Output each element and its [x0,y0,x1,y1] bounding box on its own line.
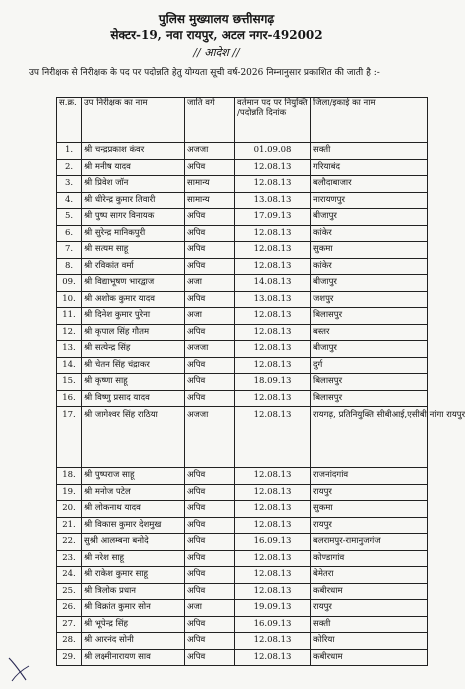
table-row [57,583,428,600]
margin-pen-mark [6,655,32,683]
cell-serial: 24. [57,567,82,584]
cell-name: श्री सत्यम साहू [82,242,185,259]
cell-category: अपिव [185,484,235,501]
cell-name: श्री पुष्पराज साहू [82,468,185,485]
cell-district: बेमेतरा [311,567,428,584]
cell-district: सुकमा [311,242,428,259]
cell-name: श्री सत्येन्द्र सिंह [82,341,185,358]
header-date: वर्तमान पद पर नियुक्ति /पदोन्नति दिनांक [235,98,311,143]
cell-district: कांकेर [311,258,428,275]
table-row [57,291,428,308]
cell-name: श्री दिनेश कुमार पुरेना [82,308,185,325]
cell-serial: 8. [57,258,82,275]
cell-district: सक्ती [311,616,428,633]
cell-district: कोरिया [311,633,428,650]
cell-serial: 23. [57,550,82,567]
cell-district: जशपुर [311,291,428,308]
table-row [57,616,428,633]
cell-name: श्री राकेश कुमार साहू [82,567,185,584]
cell-category: अजा [185,308,235,325]
cell-category: सामान्य [185,176,235,193]
table-row [57,649,428,666]
table-row [57,209,428,226]
cell-serial: 11. [57,308,82,325]
table-row [57,501,428,518]
cell-serial: 09. [57,275,82,292]
cell-date: 12.08.13 [235,308,311,325]
cell-district: कबीरधाम [311,583,428,600]
cell-district: बिलासपुर [311,374,428,391]
cell-date: 12.08.13 [235,501,311,518]
cell-serial: 20. [57,501,82,518]
cell-date: 01.09.08 [235,143,311,160]
header-district: जिला/इकाई का नाम [311,98,428,143]
header-name: उप निरीक्षक का नाम [82,98,185,143]
cell-serial: 2. [57,159,82,176]
cell-date: 16.09.13 [235,616,311,633]
cell-date: 17.09.13 [235,209,311,226]
table-row [57,275,428,292]
cell-date: 14.08.13 [235,275,311,292]
cell-district: सुकमा [311,501,428,518]
cell-district: रायपुर [311,517,428,534]
cell-district: रायपुर [311,484,428,501]
cell-district: नारायणपुर [311,192,428,209]
cell-name: श्री लोकनाथ यादव [82,501,185,518]
cell-district: कांकेर [311,225,428,242]
order-heading: // आदेश // [193,46,240,59]
cell-date: 12.08.13 [235,567,311,584]
cell-date: 12.08.13 [235,357,311,374]
cell-date: 12.08.13 [235,468,311,485]
cell-category: अपिव [185,242,235,259]
table-row [57,550,428,567]
table-row [57,374,428,391]
cell-name: श्री जागेश्वर सिंह राठिया [82,407,185,468]
cell-category: अपिव [185,583,235,600]
cell-category: अपिव [185,374,235,391]
cell-date: 12.08.13 [235,517,311,534]
cell-serial: 12. [57,324,82,341]
cell-name: श्री चेतन सिंह चंद्राकर [82,357,185,374]
cell-name: श्री सुरेन्द्र मानिकपुरी [82,225,185,242]
cell-date: 12.08.13 [235,159,311,176]
cell-serial: 25. [57,583,82,600]
table-row [57,159,428,176]
cell-category: अजजा [185,143,235,160]
cell-category: अपिव [185,225,235,242]
cell-name: श्री विक्रांत कुमार सोन [82,600,185,617]
cell-serial: 1. [57,143,82,160]
cell-serial: 14. [57,357,82,374]
header-category: जाति वर्ग [185,98,235,143]
cell-district: बीजापुर [311,341,428,358]
cell-name: श्री मनोज पटेल [82,484,185,501]
cell-date: 12.08.13 [235,176,311,193]
table-row [57,308,428,325]
table-row [57,484,428,501]
intro-paragraph: उप निरीक्षक से निरीक्षक के पद पर पदोन्नति हेतु योग्यता सूची वर्ष-2026 निम्नानुसार प्रकाशित की जाती है :- [29,68,380,78]
cell-date: 12.08.13 [235,407,311,468]
cell-name: श्री लक्ष्मीनारायण साव [82,649,185,666]
cell-name: सुश्री आलम्बना बनोदे [82,534,185,551]
cell-category: अपिव [185,517,235,534]
table-row [57,390,428,407]
cell-category: अपिव [185,633,235,650]
cell-serial: 17. [57,407,82,468]
table-row [57,143,428,160]
cell-category: अपिव [185,324,235,341]
table-row [57,324,428,341]
cell-category: अपिव [185,501,235,518]
cell-name: श्री धीरेन्द्र कुमार तिवारी [82,192,185,209]
cell-date: 12.08.13 [235,258,311,275]
cell-serial: 29. [57,649,82,666]
cell-district: बिलासपुर [311,308,428,325]
cell-category: अपिव [185,649,235,666]
cell-serial: 21. [57,517,82,534]
cell-district: बिलासपुर [311,390,428,407]
cell-category: अपिव [185,291,235,308]
cell-district: बीजापुर [311,209,428,226]
cell-district: रायगढ़, प्रतिनियुक्ति सीबीआई,एसीबी नांगा रायपुर [311,407,428,468]
cell-date: 12.08.13 [235,583,311,600]
table-row [57,600,428,617]
cell-category: अजजा [185,407,235,468]
office-title: पुलिस मुख्यालय छत्तीसगढ़ [158,12,275,26]
cell-serial: 26. [57,600,82,617]
cell-name: श्री भूपेन्द्र सिंह [82,616,185,633]
cell-serial: 5. [57,209,82,226]
cell-category: अपिव [185,390,235,407]
table-body [57,143,465,666]
cell-district: रायपुर [311,600,428,617]
cell-serial: 18. [57,468,82,485]
table-row [57,517,428,534]
cell-name: श्री पुष्प सागर विनायक [82,209,185,226]
cell-date: 12.08.13 [235,390,311,407]
cell-serial: 4. [57,192,82,209]
merit-list-table [56,97,465,666]
cell-category: सामान्य [185,192,235,209]
cell-name: श्री कृष्णा साहू [82,374,185,391]
table-row [57,176,428,193]
cell-serial: 16. [57,390,82,407]
cell-date: 13.08.13 [235,291,311,308]
cell-category: अजा [185,275,235,292]
table-row [57,258,428,275]
cell-name: श्री त्रिलोक प्रधान [82,583,185,600]
table-row [57,567,428,584]
cell-category: अपिव [185,468,235,485]
cell-serial: 15. [57,374,82,391]
cell-category: अपिव [185,258,235,275]
cell-district: बस्तर [311,324,428,341]
cell-district: सक्ती [311,143,428,160]
table-row [57,192,428,209]
cell-name: श्री आरनंद सोनी [82,633,185,650]
office-address: सेक्टर-19, नवा रायपुर, अटल नगर-492002 [110,28,323,42]
cell-date: 12.08.13 [235,242,311,259]
table-row [57,633,428,650]
cell-district: कोण्डागांव [311,550,428,567]
cell-district: बलौदाबाजार [311,176,428,193]
cell-district: बलरामपुर-रामानुजगंज [311,534,428,551]
cell-district: कबीरधाम [311,649,428,666]
cell-name: श्री रविकांत वर्मा [82,258,185,275]
cell-date: 12.08.13 [235,341,311,358]
cell-serial: 10. [57,291,82,308]
cell-name: श्री कृपाल सिंह गौतम [82,324,185,341]
cell-category: अपिव [185,357,235,374]
table-row [57,534,428,551]
cell-date: 13.08.13 [235,192,311,209]
cell-district: राजनांदगांव [311,468,428,485]
cell-date: 18.09.13 [235,374,311,391]
cell-serial: 7. [57,242,82,259]
cell-date: 12.08.13 [235,633,311,650]
cell-name: श्री विष्णु प्रसाद यादव [82,390,185,407]
cell-serial: 28. [57,633,82,650]
cell-date: 16.09.13 [235,534,311,551]
table-row [57,242,428,259]
cell-category: अपिव [185,534,235,551]
cell-serial: 19. [57,484,82,501]
cell-date: 12.08.13 [235,649,311,666]
cell-name: श्री अशोक कुमार यादव [82,291,185,308]
cell-serial: 6. [57,225,82,242]
cell-category: अपिव [185,616,235,633]
cell-category: अपिव [185,159,235,176]
cell-category: अपिव [185,550,235,567]
cell-name: श्री विकास कुमार देशमुख [82,517,185,534]
cell-serial: 13. [57,341,82,358]
table-row [57,468,428,485]
cell-serial: 3. [57,176,82,193]
cell-serial: 22. [57,534,82,551]
cell-name: श्री प्रिवेश जॉन [82,176,185,193]
cell-date: 19.09.13 [235,600,311,617]
table-row [57,407,428,468]
cell-category: अपिव [185,567,235,584]
table-header-row [57,98,428,143]
cell-date: 12.08.13 [235,550,311,567]
cell-date: 12.08.13 [235,484,311,501]
cell-district: दुर्ग [311,357,428,374]
cell-date: 12.08.13 [235,324,311,341]
cell-name: श्री नरेश साहू [82,550,185,567]
cell-district: बीजापुर [311,275,428,292]
table-row [57,357,428,374]
cell-district: गरियाबंद [311,159,428,176]
cell-name: श्री मनीष यादव [82,159,185,176]
table-row [57,341,428,358]
cell-category: अजजा [185,341,235,358]
header-serial: स.क्र. [57,98,82,143]
cell-category: अपिव [185,209,235,226]
cell-name: श्री चन्द्रप्रकाश कंवर [82,143,185,160]
cell-category: अजा [185,600,235,617]
cell-serial: 27. [57,616,82,633]
cell-name: श्री विद्याभूषण भारद्वाज [82,275,185,292]
cell-date: 12.08.13 [235,225,311,242]
table-row [57,225,428,242]
